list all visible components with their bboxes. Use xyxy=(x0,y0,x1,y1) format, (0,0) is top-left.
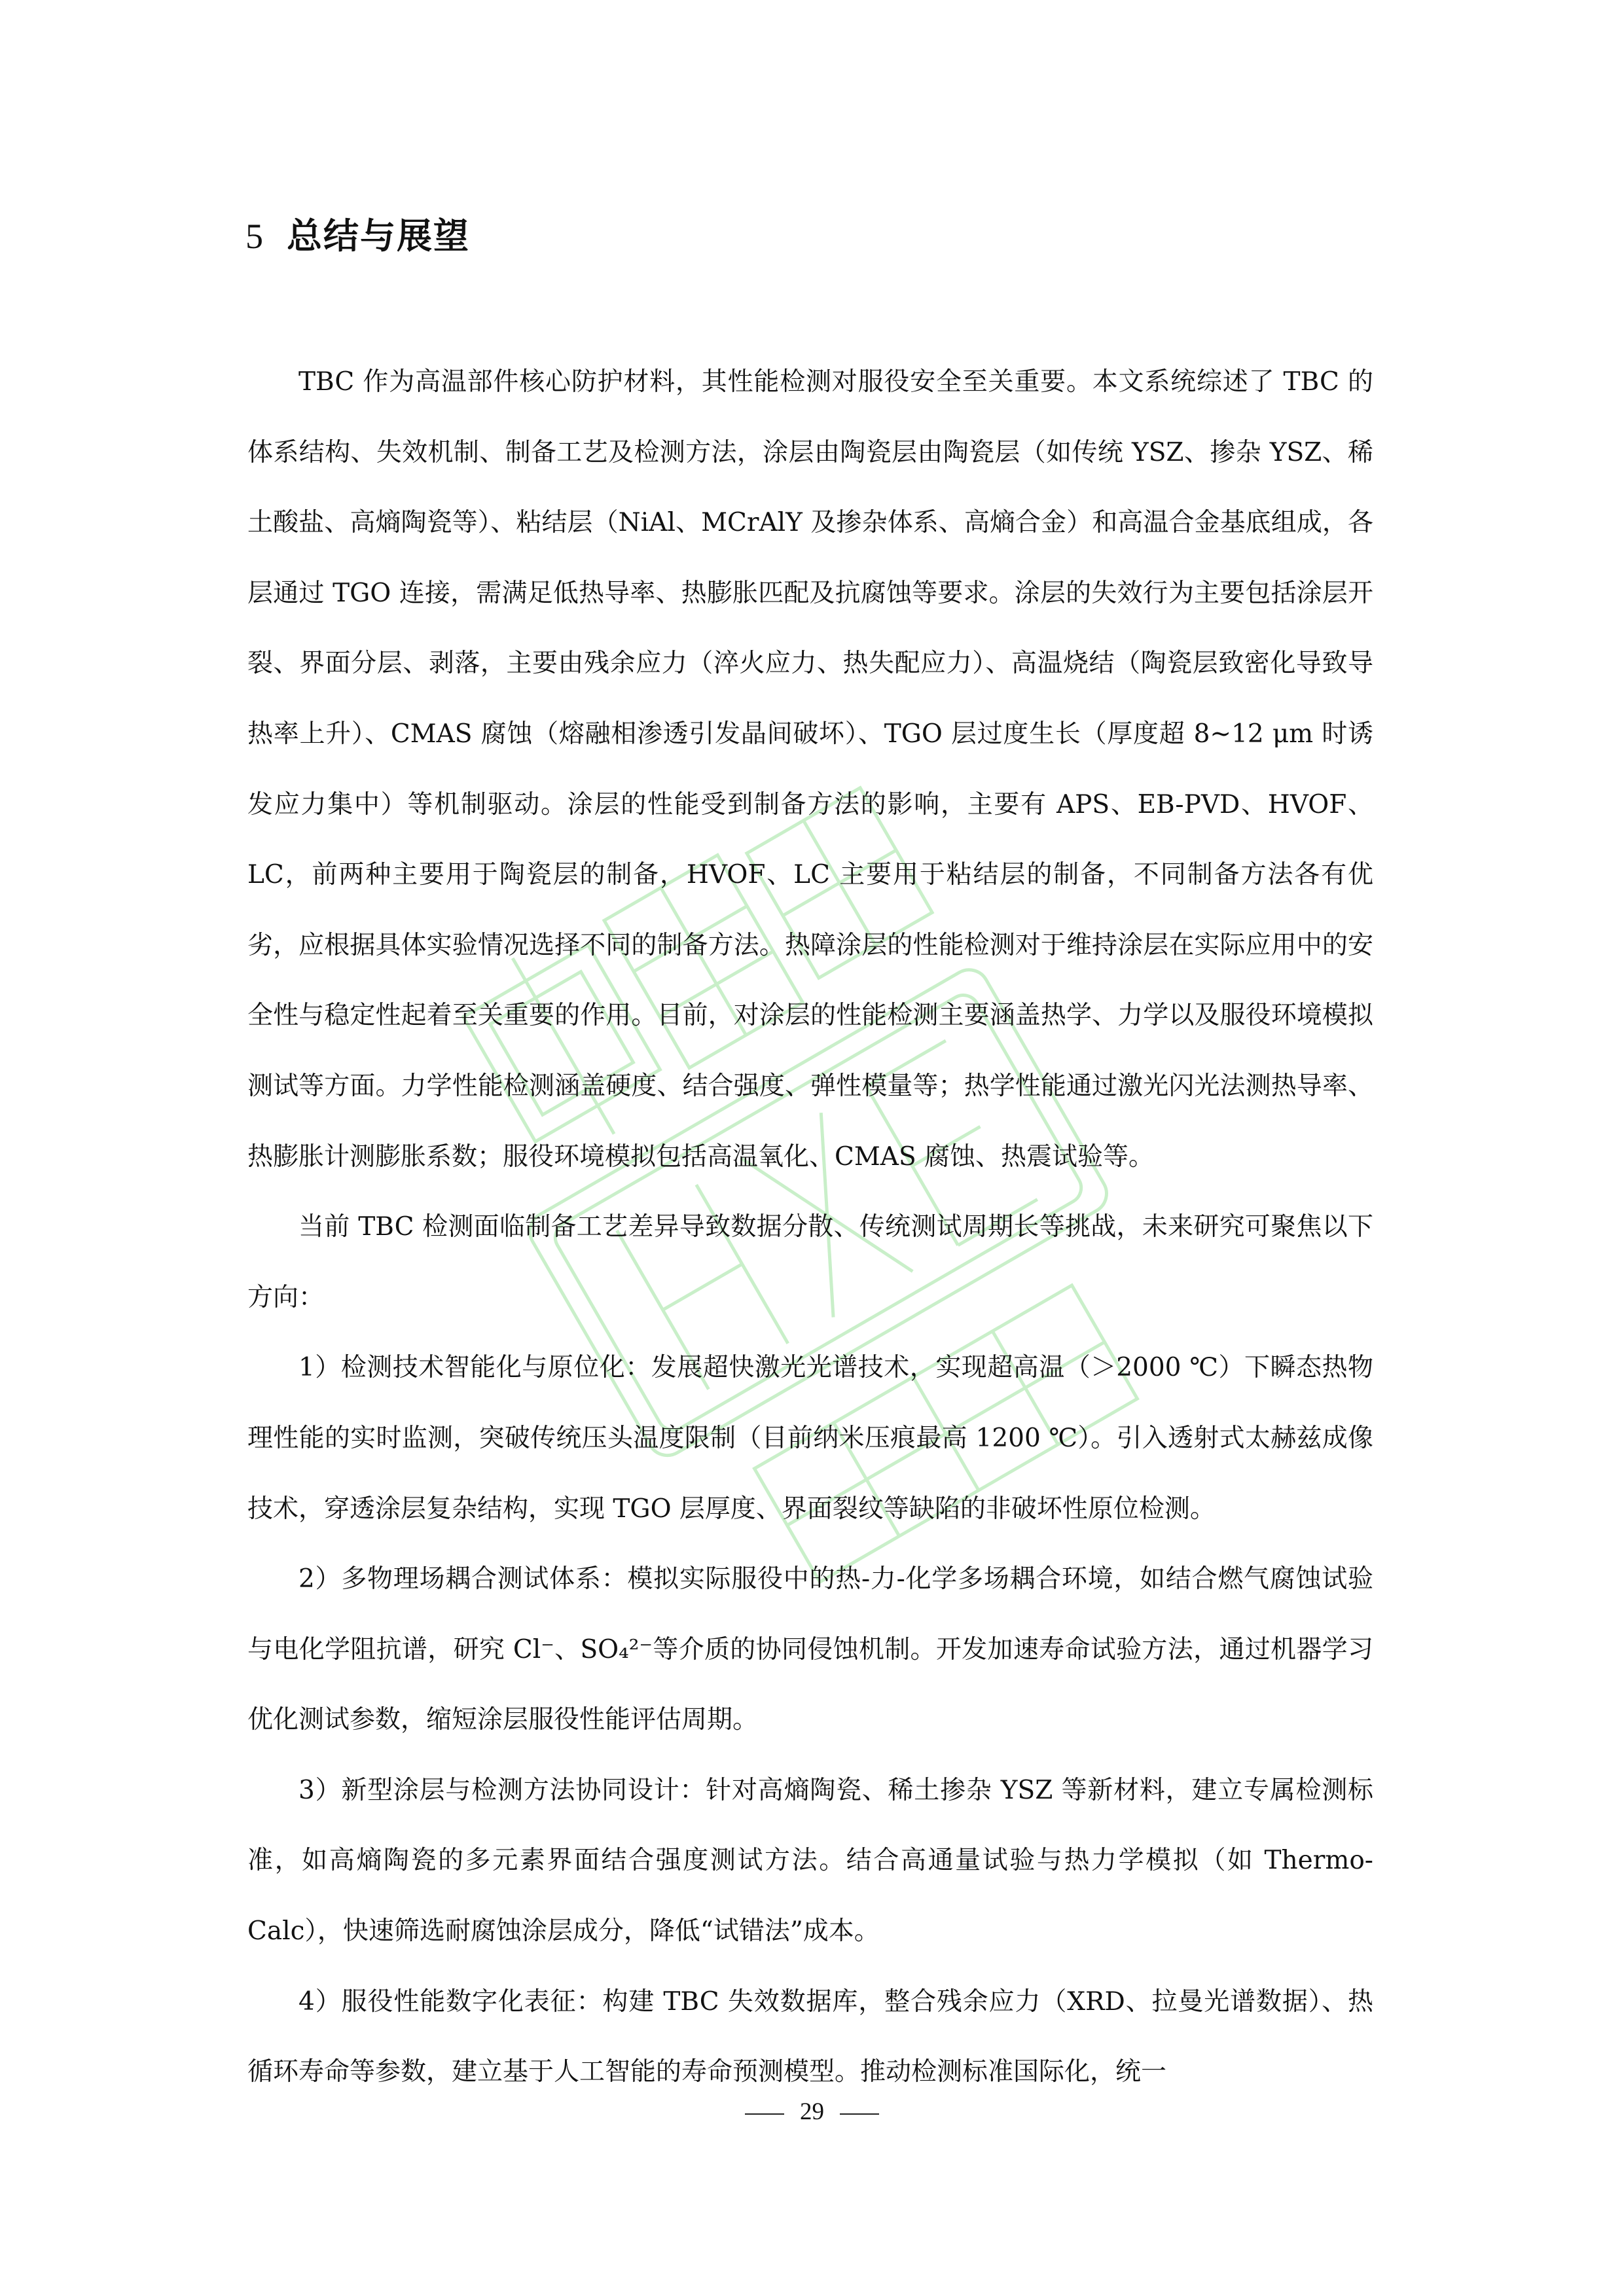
section-number: 5 xyxy=(245,217,264,256)
footer-dash-left xyxy=(745,2113,784,2115)
paragraph-direction-4: 4）服役性能数字化表征：构建 TBC 失效数据库，整合残余应力（XRD、拉曼光谱数据）、热循环寿命等参数，建立基于人工智能的寿命预测模型。推动检测标准国际化，统一 xyxy=(247,1986,1373,2087)
paragraph-direction-1: 1）检测技术智能化与原位化：发展超快激光光谱技术，实现超高温（＞2000 ℃）下瞬态热物理性能的实时监测，突破传统压头温度限制（目前纳米压痕最高 1200 ℃）。引入透射式太赫兹成像技术，穿透涂层复杂结构，实现 TGO 层厚度、界面裂纹等缺陷的非破坏性原位检测。 xyxy=(247,1353,1373,1524)
paragraph-summary: TBC 作为高温部件核心防护材料，其性能检测对服役安全至关重要。本文系统综述了 TBC 的体系结构、失效机制、制备工艺及检测方法，涂层由陶瓷层由陶瓷层（如传统 YSZ、掺杂 YSZ、稀土酸盐、高熵陶瓷等）、粘结层（NiAl、MCrAlY 及掺杂体系、高熵合金）和高温合金基底组成，各层通过 TGO 连接，需满足低热导率、热膨胀匹配及抗腐蚀等要求。涂层的失效行为主要包括涂层开裂、界面分层、剥落，主要由残余应力（淬火应力、热失配应力）、高温烧结（陶瓷层致密化导致导热率上升）、CMAS 腐蚀（熔融相渗透引发晶间破坏）、TGO 层过度生长（厚度超 8~12 μm 时诱发应力集中）等机制驱动。涂层的性能受到制备方法的影响，主要有 APS、EB-PVD、HVOF、LC，前两种主要用于陶瓷层的制备，HVOF、LC 主要用于粘结层的制备，不同制备方法各有优劣，应根据具体实验情况选择不同的制备方法。热障涂层的性能检测对于维持涂层在实际应用中的安全性与稳定性起着至关重要的作用。目前，对涂层的性能检测主要涵盖热学、力学以及服役环境模拟测试等方面。力学性能检测涵盖硬度、结合强度、弹性模量等；热学性能通过激光闪光法测热导率、热膨胀计测膨胀系数；服役环境模拟包括高温氧化、CMAS 腐蚀、热震试验等。 xyxy=(247,367,1373,1172)
page-footer xyxy=(0,2098,1624,2126)
footer-dash-right xyxy=(840,2113,879,2115)
body-text xyxy=(247,347,1373,2108)
page-number: 29 xyxy=(800,2098,824,2125)
section-heading xyxy=(245,208,470,259)
section-title: 总结与展望 xyxy=(287,215,470,257)
paragraph-direction-2: 2）多物理场耦合测试体系：模拟实际服役中的热-力-化学多场耦合环境，如结合燃气腐蚀试验与电化学阻抗谱，研究 Cl⁻、SO₄²⁻等介质的协同侵蚀机制。开发加速寿命试验方法，通过机器学习优化测试参数，缩短涂层服役性能评估周期。 xyxy=(247,1564,1373,1735)
paragraph-challenges: 当前 TBC 检测面临制备工艺差异导致数据分散、传统测试周期长等挑战，未来研究可聚焦以下方向： xyxy=(247,1212,1373,1312)
paragraph-direction-3: 3）新型涂层与检测方法协同设计：针对高熵陶瓷、稀土掺杂 YSZ 等新材料，建立专属检测标准，如高熵陶瓷的多元素界面结合强度测试方法。结合高通量试验与热力学模拟（如 Thermo-Calc），快速筛选耐腐蚀涂层成分，降低“试错法”成本。 xyxy=(247,1775,1373,1946)
